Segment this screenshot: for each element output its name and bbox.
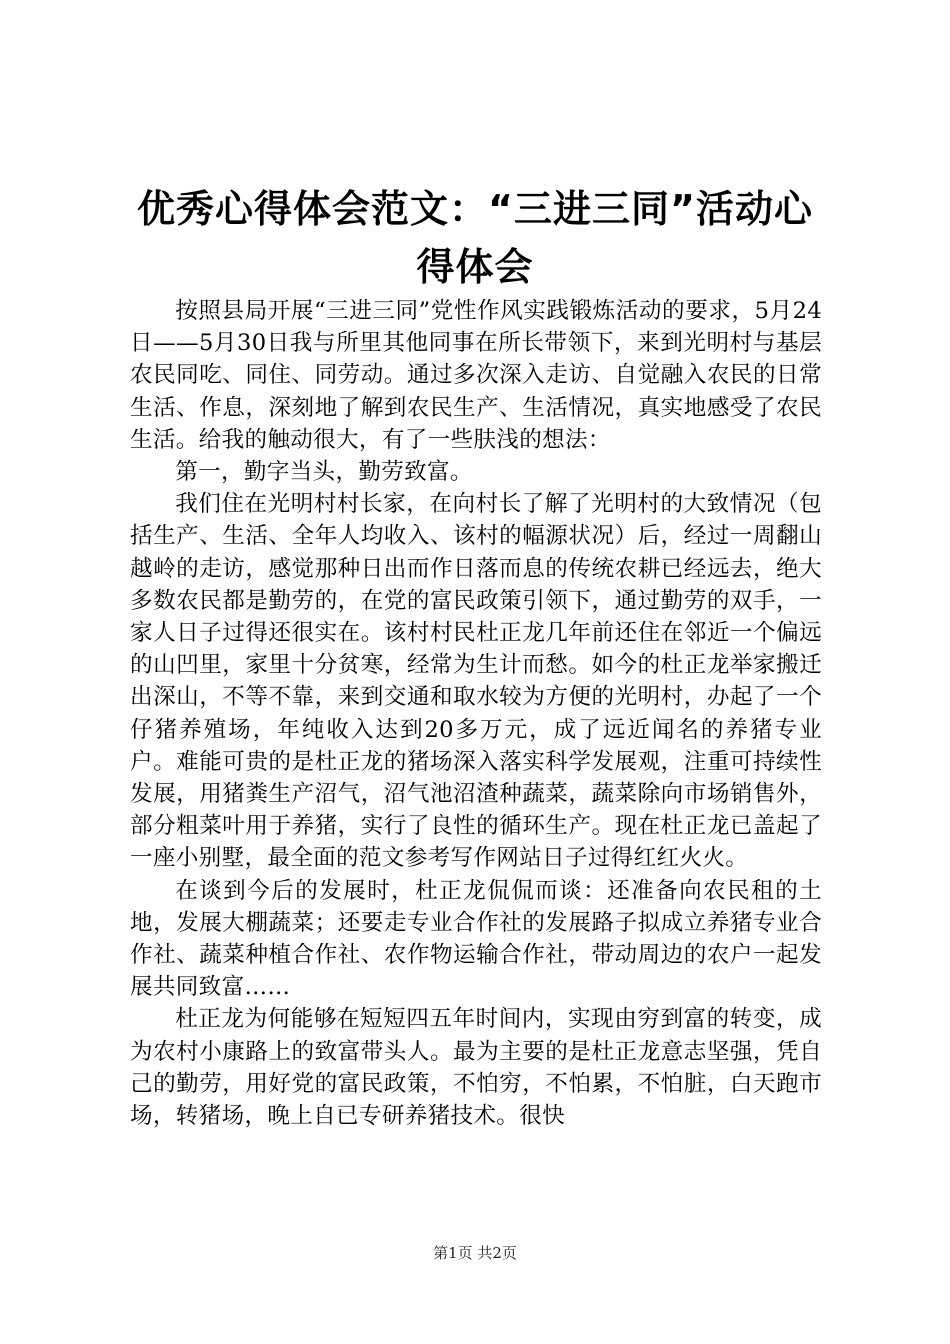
paragraph-heading-first: 第一，勤字当头，勤劳致富。: [175, 459, 473, 486]
paragraph-village-visit: 我们住在光明村村长家，在向村长了解了光明村的大致情况（包括生产、生活、全年人均收入、该村的幅源状况）后，经过一周翻山越岭的走访，感觉那种日出而作日落而息的传统农耕已经远去，绝大多数农民都是勤劳的，在党的富民政策引领下，通过勤劳的双手，一家人日子过得还很实在。该村村民杜正龙几年前还住在邻近一个偏远的山凹里，家里十分贫寒，经常为生计而愁。如今的杜正龙举家搬迁出深山，不等不靠，来到交通和取水较为方便的光明村，办起了一个仔猪养殖场，年纯收入达到20多万元，成了远近闻名的养猪专业户。难能可贵的是杜正龙的猪场深入落实科学发展观，注重可持续性发展，用猪粪生产沼气，沼气池沼渣种蔬菜，蔬菜除向市场销售外，部分粗菜叶用于养猪，实行了良性的循环生产。现在杜正龙已盖起了一座小别墅，最全面的范文参考写作网站日子过得红红火火。: [130, 491, 822, 872]
document-title: 优秀心得体会范文：“三进三同”活动心得体会: [137, 187, 813, 289]
paragraph-future-plans: 在谈到今后的发展时，杜正龙侃侃而谈：还准备向农民租的土地，发展大棚蔬菜；还要走专业合作社的发展路子拟成立养猪专业合作社、蔬菜种植合作社、农作物运输合作社，带动周边的农户一起发展共同致富……: [130, 877, 822, 1001]
paragraph-intro: 按照县局开展“三进三同”党性作风实践锻炼活动的要求，5月24日——5月30日我与所里其他同事在所长带领下，来到光明村与基层农民同吃、同住、同劳动。通过多次深入走访、自觉融入农民的日常生活、作息，深刻地了解到农民生产、生活情况，真实地感受了农民生活。给我的触动很大，有了一些肤浅的想法：: [130, 298, 822, 453]
paragraph-reasons: 杜正龙为何能够在短短四五年时间内，实现由穷到富的转变，成为农村小康路上的致富带头人。最为主要的是杜正龙意志坚强，凭自己的勤劳，用好党的富民政策，不怕穷，不怕累，不怕脏，白天跑市场，转猪场，晚上自已专研养猪技术。很快: [130, 1006, 822, 1130]
page-number-footer: 第1页 共2页: [433, 1244, 517, 1262]
document-body: [130, 295, 822, 1132]
